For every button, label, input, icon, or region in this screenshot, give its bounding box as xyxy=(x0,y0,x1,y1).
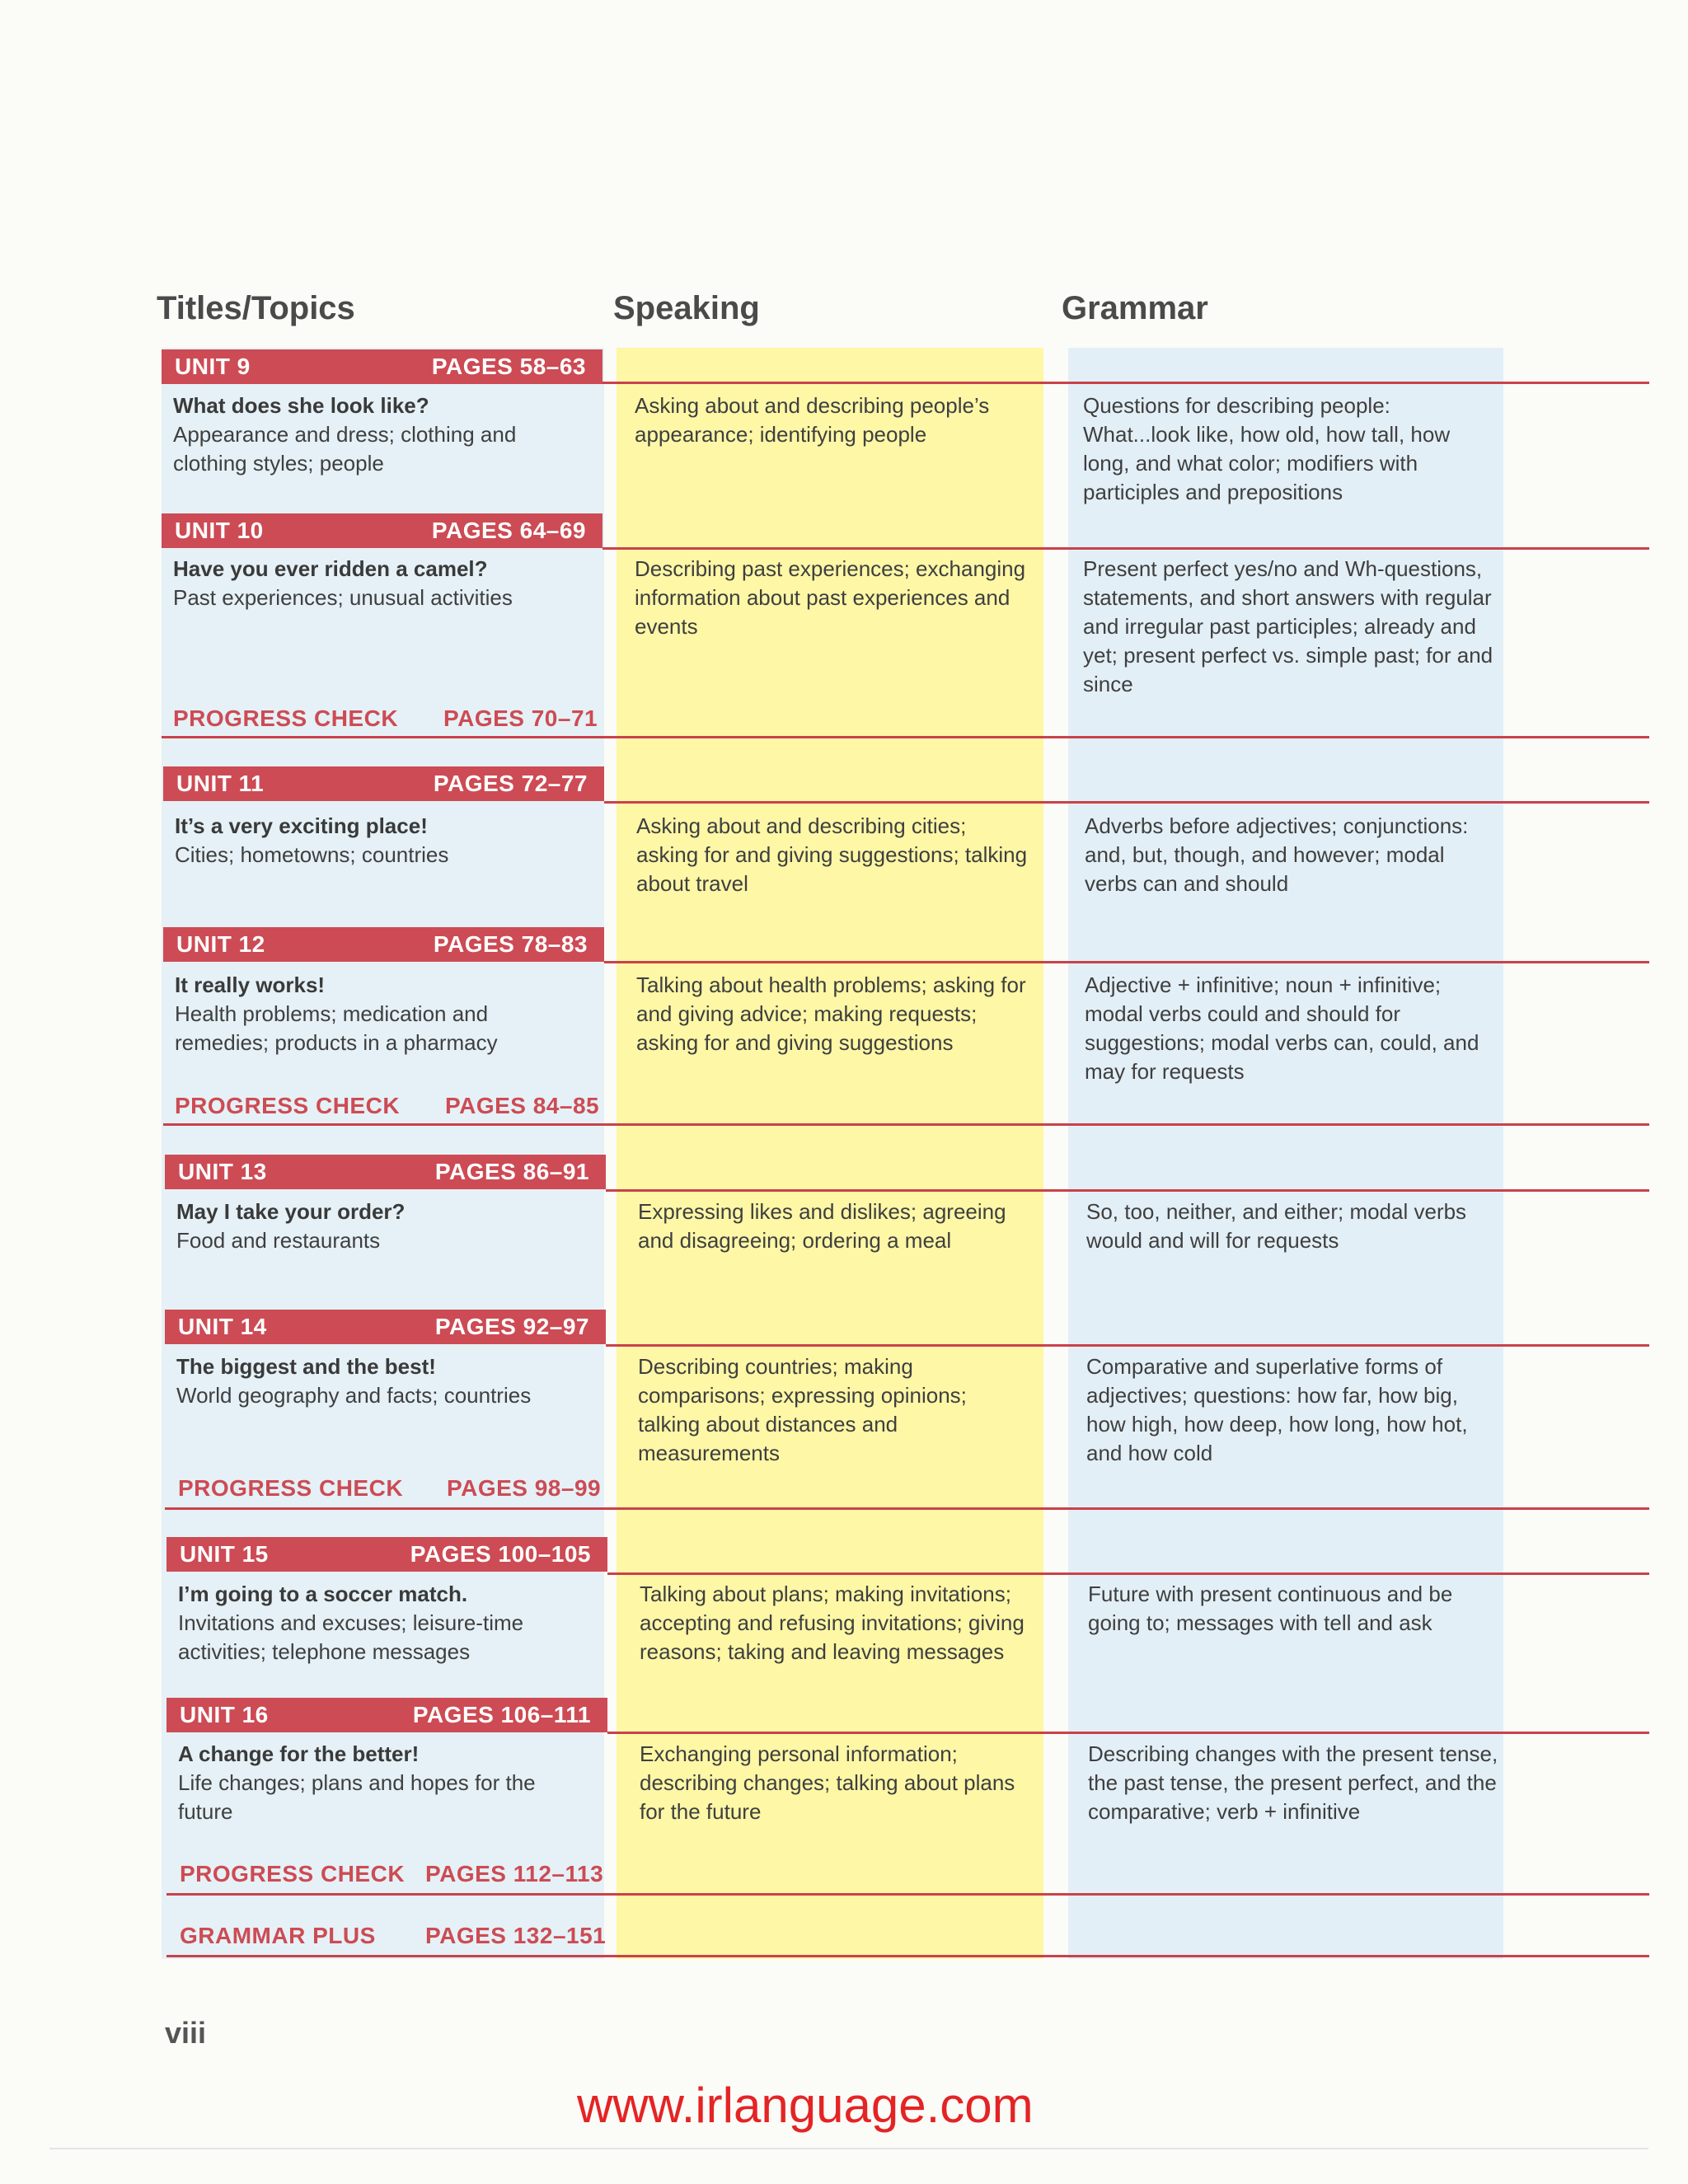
unit-title: The biggest and the best! xyxy=(176,1354,436,1379)
header-grammar: Grammar xyxy=(1062,290,1208,326)
unit-11-speaking: Asking about and describing cities; asking for and giving suggestions; talking about travel xyxy=(636,813,1028,896)
unit-topics: World geography and facts; countries xyxy=(176,1383,532,1408)
unit-12-titles xyxy=(175,971,587,1057)
row-rule xyxy=(604,801,1649,804)
row-rule xyxy=(606,1344,1649,1347)
unit-16-speaking: Exchanging personal information; describing changes; talking about plans for the future xyxy=(640,1741,1015,1824)
unit-title: A change for the better! xyxy=(178,1741,420,1766)
header-titles-topics: Titles/Topics xyxy=(157,290,355,326)
unit-title: It’s a very exciting place! xyxy=(175,813,428,838)
unit-16-grammar: Describing changes with the present tense, the past tense, the present perfect, and the comparative; verb + infinitive xyxy=(1088,1741,1498,1824)
unit-13-titles xyxy=(176,1197,588,1255)
unit-9-grammar: Questions for describing people: What...look like, how old, how tall, how long, and what color; modifiers with participles and prepositions xyxy=(1083,393,1451,504)
unit-pages: PAGES 100–105 xyxy=(410,1541,591,1567)
progress-check-label: PROGRESS CHECK xyxy=(175,1093,401,1118)
unit-bar-9 xyxy=(162,349,603,384)
section-rule xyxy=(166,1955,1649,1957)
unit-11-titles xyxy=(175,812,587,869)
unit-bar-14 xyxy=(165,1310,606,1344)
unit-title: What does she look like? xyxy=(173,393,429,418)
unit-10-grammar: Present perfect yes/no and Wh-questions, statements, and short answers with regular and irregular past participles; already and yet; present perfect vs. simple past; for and since xyxy=(1083,556,1493,696)
unit-label: UNIT 13 xyxy=(178,1159,267,1184)
unit-label: UNIT 11 xyxy=(176,771,265,796)
unit-bar-10 xyxy=(162,513,603,548)
unit-12-speaking: Talking about health problems; asking for and giving advice; making requests; asking for and giving suggestions xyxy=(636,972,1026,1055)
unit-title: I’m going to a soccer match. xyxy=(178,1582,468,1606)
unit-14-speaking: Describing countries; making comparisons; expressing opinions; talking about distances and measurements xyxy=(638,1354,967,1465)
section-rule xyxy=(162,736,1649,738)
unit-topics: Cities; hometowns; countries xyxy=(175,842,449,867)
grammar-plus-label: GRAMMAR PLUS xyxy=(180,1923,376,1948)
unit-13-grammar: So, too, neither, and either; modal verbs would and will for requests xyxy=(1086,1199,1467,1253)
unit-label: UNIT 16 xyxy=(180,1702,269,1727)
unit-bar-16 xyxy=(166,1698,607,1732)
unit-title: Have you ever ridden a camel? xyxy=(173,556,488,581)
progress-check-label: PROGRESS CHECK xyxy=(173,705,399,731)
unit-10-speaking: Describing past experiences; exchanging information about past experiences and events xyxy=(635,556,1026,639)
header-speaking: Speaking xyxy=(613,290,760,326)
unit-pages: PAGES 78–83 xyxy=(433,931,588,957)
unit-pages: PAGES 92–97 xyxy=(434,1314,589,1339)
unit-12-grammar: Adjective + infinitive; noun + infinitive; modal verbs could and should for suggestions; modal verbs can, could, and may for requests xyxy=(1085,972,1479,1084)
row-rule xyxy=(606,1189,1649,1192)
unit-14-grammar: Comparative and superlative forms of adjectives; questions: how far, how big, how high, how deep, how long, how hot, and how cold xyxy=(1086,1354,1468,1465)
unit-topics: Appearance and dress; clothing and clothing styles; people xyxy=(173,422,517,476)
unit-label: UNIT 10 xyxy=(175,518,264,543)
section-rule xyxy=(165,1507,1649,1510)
unit-bar-11 xyxy=(163,766,604,801)
unit-15-grammar: Future with present continuous and be going to; messages with tell and ask xyxy=(1088,1582,1453,1635)
unit-label: UNIT 15 xyxy=(180,1541,269,1567)
section-rule xyxy=(166,1893,1649,1896)
unit-topics: Health problems; medication and remedies; products in a pharmacy xyxy=(175,1001,498,1055)
row-rule xyxy=(607,1572,1649,1575)
unit-pages: PAGES 64–69 xyxy=(431,518,586,543)
unit-label: UNIT 14 xyxy=(178,1314,267,1339)
unit-13-speaking: Expressing likes and dislikes; agreeing and disagreeing; ordering a meal xyxy=(638,1199,1006,1253)
page-bottom-rule xyxy=(49,2148,1648,2149)
unit-bar-12 xyxy=(163,927,604,962)
unit-bar-13 xyxy=(165,1155,606,1189)
unit-topics: Invitations and excuses; leisure-time activities; telephone messages xyxy=(178,1610,524,1664)
unit-10-titles xyxy=(173,555,585,612)
row-rule xyxy=(603,382,1649,384)
unit-title: May I take your order? xyxy=(176,1199,406,1224)
section-rule xyxy=(163,1123,1649,1126)
unit-topics: Life changes; plans and hopes for the future xyxy=(178,1770,536,1824)
unit-9-speaking: Asking about and describing people’s appearance; identifying people xyxy=(635,393,990,447)
unit-topics: Food and restaurants xyxy=(176,1228,381,1253)
watermark-link[interactable]: www.irlanguage.com xyxy=(577,2078,1034,2133)
progress-check-label: PROGRESS CHECK xyxy=(178,1475,404,1501)
row-rule xyxy=(607,1732,1649,1734)
unit-16-titles xyxy=(178,1740,590,1826)
unit-pages: PAGES 72–77 xyxy=(433,771,588,796)
unit-pages: PAGES 106–111 xyxy=(412,1702,591,1727)
unit-14-titles xyxy=(176,1352,588,1410)
unit-title: It really works! xyxy=(175,972,326,997)
unit-topics: Past experiences; unusual activities xyxy=(173,585,513,610)
unit-bar-15 xyxy=(166,1537,607,1572)
unit-15-speaking: Talking about plans; making invitations; accepting and refusing invitations; giving reasons; taking and leaving messages xyxy=(640,1582,1025,1664)
unit-11-grammar: Adverbs before adjectives; conjunctions: and, but, though, and however; modal verbs can and should xyxy=(1085,813,1469,896)
unit-pages: PAGES 58–63 xyxy=(431,354,586,379)
unit-9-titles xyxy=(173,391,585,478)
progress-check-pages: PAGES 112–113 xyxy=(425,1861,604,1886)
progress-check-pages: PAGES 84–85 xyxy=(445,1093,600,1118)
row-rule xyxy=(603,547,1649,550)
progress-check-pages: PAGES 70–71 xyxy=(443,705,598,731)
grammar-plus-pages: PAGES 132–151 xyxy=(425,1923,607,1948)
unit-15-titles xyxy=(178,1580,590,1666)
unit-label: UNIT 12 xyxy=(176,931,265,957)
unit-pages: PAGES 86–91 xyxy=(434,1159,589,1184)
progress-check-label: PROGRESS CHECK xyxy=(180,1861,406,1886)
page-number: viii xyxy=(165,2016,207,2050)
unit-label: UNIT 9 xyxy=(175,354,251,379)
progress-check-pages: PAGES 98–99 xyxy=(447,1475,602,1501)
row-rule xyxy=(604,961,1649,963)
